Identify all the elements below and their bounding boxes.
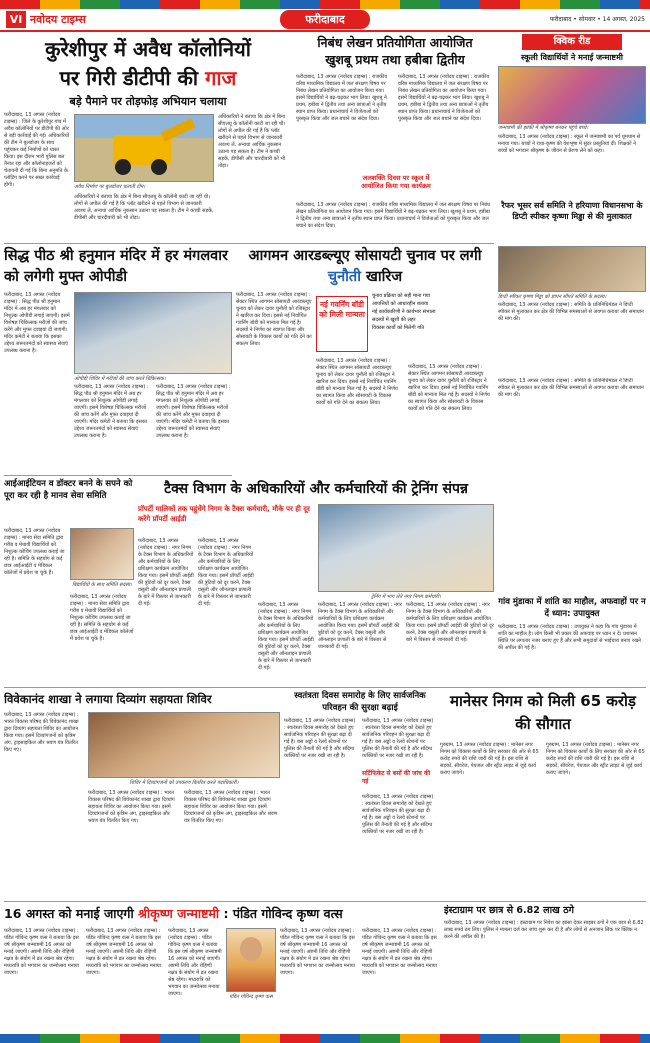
- article-manesar: [440, 690, 646, 898]
- quick-read-tag: क्विक रीड: [522, 34, 622, 50]
- headline-line1: कुरेशीपुर में अवैध कॉलोनियों: [45, 37, 251, 61]
- body-col3: फरीदाबाद, 13 अगस्त (नवोदय टाइम्स) : भारत विकास परिषद की विवेकानंद शाखा द्वारा दिव्यांग सहायता शिविर का आयोजन किया गया। इसमें दिव्यांगजनों को कृत्रिम अंग, ट्राइसाइकिल और श्रवण यंत्र वितरित किए गए।: [184, 790, 278, 824]
- body-col2: फरीदाबाद, 13 अगस्त (नवोदय टाइम्स) : सिद्ध पीठ श्री हनुमान मंदिर में अब हर मंगलवार को निशुल्क ओपीडी लगाई जाएगी। इसमें विशेषज्ञ चिकित्सक मरीजों की जांच करेंगे और मुफ्त दवाइयां दी जाएंगी। मंदिर कमेटी ने बताया कि इसका उद्देश्य जरूरतमंदों को स्वास्थ्य सेवाएं उपलब्ध कराना है।: [74, 384, 149, 439]
- body-col1: फरीदाबाद, 13 अगस्त (नवोदय टाइम्स) : राजकीय वरिष्ठ माध्यमिक विद्यालय में जल संरक्षण विषय पर निबंध लेखन प्रतियोगिता का आयोजन किया गया। इसमें विद्यार्थियों ने बढ़-चढ़कर भाग लिया। खुशबू ने प्रथम, हबीबा ने द्वितीय तथा अन्य छात्राओं ने तृतीय स्थान प्राप्त किया। प्रधानाचार्य ने विजेताओं को पुरस्कृत किया और जल बचाने का संदेश दिया।: [296, 74, 388, 122]
- pull-quote: जलशक्ति दिवस पर स्कूल में आयोजित किया गया कार्यक्रम: [351, 174, 441, 200]
- article-vivekanand: [4, 690, 280, 898]
- headline: इंस्टाग्राम पर छात्र से 6.82 लाख ठगे: [444, 905, 574, 916]
- body-col2: फरीदाबाद, 13 अगस्त (नवोदय टाइम्स) : राजकीय वरिष्ठ माध्यमिक विद्यालय में जल संरक्षण विषय पर निबंध लेखन प्रतियोगिता का आयोजन किया गया। इसमें विद्यार्थियों ने बढ़-चढ़कर भाग लिया। खुशबू ने प्रथम, हबीबा ने द्वितीय तथा अन्य छात्राओं ने तृतीय स्थान प्राप्त किया। प्रधानाचार्य ने विजेताओं को पुरस्कृत किया और जल बचाने का संदेश दिया।: [398, 74, 490, 122]
- body-col2: अधिकारियों ने बताया कि क्षेत्र में बिना सीएलयू के कॉलोनी काटी जा रही थी। लोगों से अपील की गई है कि प्लॉट खरीदने से पहले विभाग से जानकारी अवश्य लें, अन्यथा आर्थिक नुकसान उठाना पड़ सकता है। टीम ने कच्ची सड़कें, डीपीसी और चारदीवारी को भी तोड़ा।: [74, 194, 214, 221]
- headline-line2: खुशबू प्रथम तथा हबीबा द्वितीय: [325, 52, 465, 67]
- camp-photo: [88, 712, 280, 778]
- headline: विवेकानंद शाखा ने लगाया दिव्यांग सहायता शिविर: [4, 692, 212, 706]
- body-col5: फरीदाबाद, 13 अगस्त (नवोदय टाइम्स) : नगर निगम के टैक्स विभाग के अधिकारियों और कर्मचारियों के लिए प्रशिक्षण कार्यक्रम आयोजित किया गया। इसमें प्रॉपर्टी आईडी की त्रुटियों को दूर करने, टैक्स वसूली और ऑनलाइन प्रणाली के बारे में विस्तार से जानकारी दी गई।: [406, 602, 494, 643]
- article-tax-training: [138, 478, 494, 684]
- body-col1: फरीदाबाद, 13 अगस्त (नवोदय टाइम्स) : सिद्ध पीठ श्री हनुमान मंदिर में अब हर मंगलवार को निशुल्क ओपीडी लगाई जाएगी। इसमें विशेषज्ञ चिकित्सक मरीजों की जांच करेंगे और मुफ्त दवाइयां दी जाएंगी। मंदिर कमेटी ने बताया कि इसका उद्देश्य जरूरतमंदों को स्वास्थ्य सेवाएं उपलब्ध कराना है।: [4, 292, 70, 354]
- article-kureshipur: [4, 34, 292, 240]
- body-col5: फरीदाबाद, 13 अगस्त (नवोदय टाइम्स) : पंडित गोविन्द कृष्ण वत्स ने बताया कि इस वर्ष श्रीकृष्ण जन्माष्टमी 16 अगस्त को मनाई जाएगी। अष्टमी तिथि और रोहिणी नक्षत्र के संयोग में व्रत रखना श्रेष्ठ रहेगा। मध्यरात्रि को भगवान का जन्मोत्सव मनाया जाएगा।: [362, 928, 437, 976]
- bulldozer-photo: [74, 114, 214, 182]
- bullet-list: [372, 292, 494, 362]
- body-col3: फरीदाबाद, 13 अगस्त (नवोदय टाइम्स) : सिद्ध पीठ श्री हनुमान मंदिर में अब हर मंगलवार को निशुल्क ओपीडी लगाई जाएगी। इसमें विशेषज्ञ चिकित्सक मरीजों की जांच करेंगे और मुफ्त दवाइयां दी जाएंगी। मंदिर कमेटी ने बताया कि इसका उद्देश्य जरूरतमंदों को स्वास्थ्य सेवाएं उपलब्ध कराना है।: [156, 384, 231, 439]
- body-upper: फरीदाबाद, 13 अगस्त (नवोदय टाइम्स) : समिति के प्रतिनिधिमंडल ने डिप्टी स्पीकर से मुलाकात कर क्षेत्र की विभिन्न समस्याओं से अवगत कराया और समाधान की मांग की।: [498, 378, 644, 398]
- headline: गांव मुंडाका में शांति का माहौल, अफवाहों पर न दें ध्यान: उपायुक्त: [498, 597, 646, 619]
- body-col2: फरीदाबाद, 13 अगस्त (नवोदय टाइम्स) : नगर निगम के टैक्स विभाग के अधिकारियों और कर्मचारियों के लिए प्रशिक्षण कार्यक्रम आयोजित किया गया। इसमें प्रॉपर्टी आईडी की त्रुटियों को दूर करने, टैक्स वसूली और ऑनलाइन प्रणाली के बारे में विस्तार से जानकारी दी गई।: [198, 538, 254, 607]
- body: फरीदाबाद, 13 अगस्त (नवोदय टाइम्स) : उपायुक्त ने कहा कि गांव मुंडाका में शांति का माहौल है। लोग किसी भी प्रकार की अफवाह पर ध्यान न दें। प्रशासन स्थिति पर लगातार नजर बनाए हुए है और सभी समुदायों से भाईचारा बनाए रखने की अपील की गई है।: [498, 624, 641, 651]
- body-col2: फरीदाबाद, 13 अगस्त (नवोदय टाइम्स) : स्वतंत्रता दिवस समारोह को देखते हुए सार्वजनिक परिवहन की सुरक्षा बढ़ा दी गई है। बस अड्डों व रेलवे स्टेशनों पर पुलिस की तैनाती की गई है और संदिग्ध व्यक्तियों पर नजर रखी जा रही है।: [362, 718, 434, 759]
- article-hanuman-opd: [4, 246, 232, 472]
- body-col1: फरीदाबाद, 13 अगस्त (नवोदय टाइम्स) : स्वतंत्रता दिवस समारोह को देखते हुए सार्वजनिक परिवहन की सुरक्षा बढ़ा दी गई है। बस अड्डों व रेलवे स्टेशनों पर पुलिस की तैनाती की गई है और संदिग्ध व्यक्तियों पर नजर रखी जा रही है।: [284, 718, 356, 759]
- photo-caption: जन्माष्टमी की झांकी में श्रीकृष्ण बनकर पहुंचे बच्चे।: [498, 125, 589, 131]
- bottom-color-strip: [0, 1034, 650, 1043]
- body-col1: फरीदाबाद, 13 अगस्त (नवोदय टाइम्स) : नगर निगम के टैक्स विभाग के अधिकारियों और कर्मचारियों के लिए प्रशिक्षण कार्यक्रम आयोजित किया गया। इसमें प्रॉपर्टी आईडी की त्रुटियों को दूर करने, टैक्स वसूली और ऑनलाइन प्रणाली के बारे में विस्तार से जानकारी दी गई।: [138, 538, 194, 607]
- top-color-strip: [0, 0, 650, 9]
- headline: मानेसर निगम को मिली 65 करोड़ की सौगात: [450, 692, 636, 733]
- headline: स्कूली विद्यार्थियों ने मनाई जन्माष्टमी: [521, 53, 623, 62]
- headline-accent: श्रीकृष्ण जन्माष्टमी: [138, 906, 220, 921]
- bullet-item: चुनाव प्रक्रिया को सही माना गया: [372, 293, 430, 299]
- headline: टैक्स विभाग के अधिकारियों और कर्मचारियों की ट्रेनिंग संपन्न: [164, 481, 468, 497]
- body-col2: गुरुग्राम, 13 अगस्त (नवोदय टाइम्स) : मानेसर नगर निगम को विकास कार्यों के लिए सरकार की ओर से 65 करोड़ रुपये की राशि जारी की गई है। इस राशि से सड़कों, सीवरेज, पेयजल और स्ट्रीट लाइट से जुड़े कार्य कराए जाएंगे।: [546, 742, 645, 776]
- body-col3: अधिकारियों ने बताया कि क्षेत्र में बिना सीएलयू के कॉलोनी काटी जा रही थी। लोगों से अपील की गई है कि प्लॉट खरीदने से पहले विभाग से जानकारी अवश्य लें, अन्यथा आर्थिक नुकसान उठाना पड़ सकता है। टीम ने कच्ची सड़कें, डीपीसी और चारदीवारी को भी तोड़ा।: [218, 114, 286, 169]
- janmashtami-photo: [498, 66, 646, 124]
- opd-photo: [74, 292, 232, 374]
- body-col1: फरीदाबाद, 13 अगस्त (नवोदय टाइम्स) : भारत विकास परिषद की विवेकानंद शाखा द्वारा दिव्यांग सहायता शिविर का आयोजन किया गया। इसमें दिव्यांगजनों को कृत्रिम अंग, ट्राइसाइकिल और श्रवण यंत्र वितरित किए गए।: [4, 712, 79, 753]
- body-col3: फरीदाबाद, 13 अगस्त (नवोदय टाइम्स) : राजकीय वरिष्ठ माध्यमिक विद्यालय में जल संरक्षण विषय पर निबंध लेखन प्रतियोगिता का आयोजन किया गया। इसमें विद्यार्थियों ने बढ़-चढ़कर भाग लिया। खुशबू ने प्रथम, हबीबा ने द्वितीय तथा अन्य छात्राओं ने तृतीय स्थान प्राप्त किया। प्रधानाचार्य ने विजेताओं को पुरस्कृत किया और जल बचाने का संदेश दिया।: [296, 202, 491, 229]
- callout: प्रॉपर्टी मालिकों तक पहुंचेंगे निगम के टैक्स कर्मचारी, मौके पर ही दूर करेंगे प्रॉपर्टी आईडी: [138, 505, 310, 523]
- article-manav-seva: [4, 478, 134, 684]
- bullet-item: नई कार्यकारिणी ने कार्यभार संभाला: [372, 309, 436, 315]
- body-col4: फरीदाबाद, 13 अगस्त (नवोदय टाइम्स) : पंडित गोविन्द कृष्ण वत्स ने बताया कि इस वर्ष श्रीकृष्ण जन्माष्टमी 16 अगस्त को मनाई जाएगी। अष्टमी तिथि और रोहिणी नक्षत्र के संयोग में व्रत रखना श्रेष्ठ रहेगा। मध्यरात्रि को भगवान का जन्मोत्सव मनाया जाएगा।: [280, 928, 355, 976]
- headline-text-end: : पंडित गोविन्द कृष्ण वत्स: [223, 906, 343, 921]
- body-col1: फरीदाबाद, 13 अगस्त (नवोदय टाइम्स) : पंडित गोविन्द कृष्ण वत्स ने बताया कि इस वर्ष श्रीकृष्ण जन्माष्टमी 16 अगस्त को मनाई जाएगी। अष्टमी तिथि और रोहिणी नक्षत्र के संयोग में व्रत रखना श्रेष्ठ रहेगा। मध्यरात्रि को भगवान का जन्मोत्सव मनाया जाएगा।: [4, 928, 79, 976]
- photo-caption: विद्यार्थियों के साथ समिति सदस्य।: [72, 582, 132, 588]
- divider: [4, 243, 494, 244]
- highlight-box: नई गवर्निंग बॉडी को मिली मान्यता: [316, 296, 368, 352]
- headline-line2: [4, 64, 292, 92]
- article-mundaka: [498, 378, 646, 684]
- divider: [4, 901, 646, 902]
- headline-accent: गाज: [205, 66, 237, 90]
- body-col1: फरीदाबाद, 13 अगस्त (नवोदय टाइम्स) : मानव सेवा समिति द्वारा गरीब व मेधावी विद्यार्थियों को निशुल्क कोचिंग उपलब्ध कराई जा रही है। समिति के सहयोग से कई छात्र आईआईटी व मेडिकल कॉलेजों में प्रवेश पा चुके हैं।: [4, 528, 65, 576]
- brand-logo: नवोदय टाइम्स: [30, 13, 86, 26]
- body-col1: फरीदाबाद, 13 अगस्त (नवोदय टाइम्स) : जिले के कुरेशीपुर गांव में अवैध कॉलोनियों पर डीटीपी की ओर से बड़ी कार्रवाई की गई। अधिकारियों की टीम ने बुलडोजर के साथ पहुंचकर कई निर्माणों को ध्वस्त किया। इस दौरान भारी पुलिस बल तैनात रहा और कॉलोनाइजरों को चेतावनी दी गई कि बिना अनुमति के प्लॉटिंग करने पर सख्त कार्रवाई होगी।: [4, 112, 70, 188]
- body: फरीदाबाद, 13 अगस्त (नवोदय टाइम्स) : स्कूल में जन्माष्टमी का पर्व धूमधाम से मनाया गया। बच्चों ने राधा-कृष्ण की वेशभूषा में सुंदर प्रस्तुतियां दीं। शिक्षकों ने बच्चों को भगवान श्रीकृष्ण के जीवन से प्रेरणा लेने को कहा।: [498, 134, 641, 154]
- body-col3: फरीदाबाद, 13 अगस्त (नवोदय टाइम्स) : स्वतंत्रता दिवस समारोह को देखते हुए सार्वजनिक परिवहन की सुरक्षा बढ़ा दी गई है। बस अड्डों व रेलवे स्टेशनों पर पुलिस की तैनाती की गई है और संदिग्ध व्यक्तियों पर नजर रखी जा रही है।: [362, 794, 434, 835]
- headline: [236, 246, 494, 288]
- body-col4: फरीदाबाद, 13 अगस्त (नवोदय टाइम्स) : नगर निगम के टैक्स विभाग के अधिकारियों और कर्मचारियों के लिए प्रशिक्षण कार्यक्रम आयोजित किया गया। इसमें प्रॉपर्टी आईडी की त्रुटियों को दूर करने, टैक्स वसूली और ऑनलाइन प्रणाली के बारे में विस्तार से जानकारी दी गई।: [318, 602, 402, 650]
- headline-text: 16 अगस्त को मनाई जाएगी: [4, 906, 134, 921]
- sub-headline: रैफर भूसर सर्व समिति ने हरियाणा विधानसभा के डिप्टी स्पीकर कृष्णा मिड्ढा से की मुलाकात: [501, 201, 643, 221]
- pandit-photo: [226, 928, 276, 992]
- body-col3: फरीदाबाद, 13 अगस्त (नवोदय टाइम्स) : सेक्टर स्थित आगमन सोसायटी आरडब्ल्यूए चुनाव को लेकर दायर चुनौती को रजिस्ट्रार ने खारिज कर दिया। इससे नई निर्वाचित गवर्निंग बॉडी को मान्यता मिल गई है। सदस्यों ने निर्णय का स्वागत किया और सोसायटी के विकास कार्यों को गति देने का संकल्प लिया।: [408, 364, 490, 412]
- body-col1: गुरुग्राम, 13 अगस्त (नवोदय टाइम्स) : मानेसर नगर निगम को विकास कार्यों के लिए सरकार की ओर से 65 करोड़ रुपये की राशि जारी की गई है। इस राशि से सड़कों, सीवरेज, पेयजल और स्ट्रीट लाइट से जुड़े कार्य कराए जाएंगे।: [440, 742, 539, 776]
- photo-caption: शिविर में दिव्यांगजनों को उपकरण वितरित करते पदाधिकारी।: [129, 780, 239, 786]
- headline-line2-text: पर गिरी डीटीपी की: [59, 66, 199, 90]
- deputy-speaker-photo: [498, 246, 646, 292]
- body-col3: फरीदाबाद, 13 अगस्त (नवोदय टाइम्स) : पंडित गोविन्द कृष्ण वत्स ने बताया कि इस वर्ष श्रीकृष्ण जन्माष्टमी 16 अगस्त को मनाई जाएगी। अष्टमी तिथि और रोहिणी नक्षत्र के संयोग में व्रत रखना श्रेष्ठ रहेगा। मध्यरात्रि को भगवान का जन्मोत्सव मनाया जाएगा।: [168, 928, 222, 997]
- masthead-rule: [0, 30, 650, 32]
- dateline: फरीदाबाद • सोमवार • 14 अगस्त, 2025: [549, 16, 645, 23]
- sub-photo-caption: डिप्टी स्पीकर कृष्णा मिड्ढा को ज्ञापन सौंपते समिति के सदस्य।: [498, 294, 607, 300]
- article-instagram-fraud: [444, 904, 646, 1030]
- headline-text: आगमन आरडब्ल्यूए सोसायटी चुनाव पर लगी: [248, 248, 482, 264]
- training-photo: [318, 504, 494, 592]
- body-col2: फरीदाबाद, 13 अगस्त (नवोदय टाइम्स) : भारत विकास परिषद की विवेकानंद शाखा द्वारा दिव्यांग सहायता शिविर का आयोजन किया गया। इसमें दिव्यांगजनों को कृत्रिम अंग, ट्राइसाइकिल और श्रवण यंत्र वितरित किए गए।: [88, 790, 175, 824]
- body-col1: फरीदाबाद, 13 अगस्त (नवोदय टाइम्स) : सेक्टर स्थित आगमन सोसायटी आरडब्ल्यूए चुनाव को लेकर दायर चुनौती को रजिस्ट्रार ने खारिज कर दिया। इससे नई निर्वाचित गवर्निंग बॉडी को मान्यता मिल गई है। सदस्यों ने निर्णय का स्वागत किया और सोसायटी के विकास कार्यों को गति देने का संकल्प लिया।: [236, 292, 312, 347]
- headline-accent: चुनौती: [327, 269, 361, 285]
- sub-body: फरीदाबाद, 13 अगस्त (नवोदय टाइम्स) : समिति के प्रतिनिधिमंडल ने डिप्टी स्पीकर से मुलाकात कर क्षेत्र की विभिन्न समस्याओं से अवगत कराया और समाधान की मांग की।: [498, 302, 644, 322]
- body: फरीदाबाद, 13 अगस्त (नवोदय टाइम्स) : इंस्टाग्राम पर निवेश का झांसा देकर साइबर ठगों ने एक छात्र से 6.82 लाख रुपये ठग लिए। पुलिस ने मामला दर्ज कर जांच शुरू कर दी है और लोगों से अनजान लिंक पर क्लिक न करने की अपील की है।: [444, 920, 644, 940]
- headline-line1: निबंध लेखन प्रतियोगिता आयोजित: [317, 35, 473, 50]
- page-number: VI: [6, 11, 26, 28]
- article-quick-read: [498, 34, 646, 374]
- headline: [4, 904, 440, 924]
- students-photo: [70, 528, 134, 580]
- article-independence-security: [284, 690, 436, 898]
- headline-text-end: खारिज: [366, 269, 403, 285]
- subheadline: बड़े पैमाने पर तोड़फोड़ अभियान चलाया: [69, 95, 227, 108]
- headline: आईआईटियन व डॉक्टर बनने के सपने को पूरा कर रही है मानव सेवा समिति: [4, 479, 133, 501]
- photo-caption: पंडित गोविन्द कृष्ण वत्स: [229, 994, 273, 1000]
- divider: [4, 687, 646, 688]
- bullet-item: विकास कार्यों को मिलेगी गति: [372, 325, 425, 331]
- article-essay-competition: [296, 34, 494, 240]
- body-col2: फरीदाबाद, 13 अगस्त (नवोदय टाइम्स) : पंडित गोविन्द कृष्ण वत्स ने बताया कि इस वर्ष श्रीकृष्ण जन्माष्टमी 16 अगस्त को मनाई जाएगी। अष्टमी तिथि और रोहिणी नक्षत्र के संयोग में व्रत रखना श्रेष्ठ रहेगा। मध्यरात्रि को भगवान का जन्मोत्सव मनाया जाएगा।: [86, 928, 161, 976]
- body-col2: फरीदाबाद, 13 अगस्त (नवोदय टाइम्स) : मानव सेवा समिति द्वारा गरीब व मेधावी विद्यार्थियों को निशुल्क कोचिंग उपलब्ध कराई जा रही है। समिति के सहयोग से कई छात्र आईआईटी व मेडिकल कॉलेजों में प्रवेश पा चुके हैं।: [70, 594, 134, 642]
- photo-caption: अवैध निर्माण पर बुलडोजर चलाती टीम।: [74, 184, 146, 190]
- headline: स्वतंत्रता दिवस समारोह के लिए सार्वजनिक परिवहन की सुरक्षा बढ़ाई: [294, 691, 426, 713]
- photo-caption: ट्रेनिंग में भाग लेते नगर निगम कर्मचारी।: [371, 594, 441, 600]
- bullet-item: आपत्तियों को आधारहीन बताया: [372, 301, 429, 307]
- photo-caption: ओपीडी शिविर में मरीजों की जांच करते चिकित्सक।: [74, 376, 166, 382]
- article-janmashtami-date: [4, 904, 440, 1030]
- section-title: फरीदाबाद: [280, 10, 370, 29]
- body-col3: फरीदाबाद, 13 अगस्त (नवोदय टाइम्स) : नगर निगम के टैक्स विभाग के अधिकारियों और कर्मचारियों के लिए प्रशिक्षण कार्यक्रम आयोजित किया गया। इसमें प्रॉपर्टी आईडी की त्रुटियों को दूर करने, टैक्स वसूली और ऑनलाइन प्रणाली के बारे में विस्तार से जानकारी दी गई।: [258, 602, 314, 671]
- body-col2: फरीदाबाद, 13 अगस्त (नवोदय टाइम्स) : सेक्टर स्थित आगमन सोसायटी आरडब्ल्यूए चुनाव को लेकर दायर चुनौती को रजिस्ट्रार ने खारिज कर दिया। इससे नई निर्वाचित गवर्निंग बॉडी को मान्यता मिल गई है। सदस्यों ने निर्णय का स्वागत किया और सोसायटी के विकास कार्यों को गति देने का संकल्प लिया।: [316, 358, 398, 406]
- article-rwa-election: [236, 246, 494, 472]
- headline: सिद्ध पीठ श्री हनुमान मंदिर में हर मंगलवार को लगेगी मुफ्त ओपीडी: [4, 248, 228, 285]
- divider: [4, 475, 232, 476]
- callout: सर्टिफिकेट से बसों की जांच की गई: [362, 770, 431, 785]
- bullet-item: सदस्यों में खुशी की लहर: [372, 317, 416, 323]
- masthead: [0, 9, 650, 30]
